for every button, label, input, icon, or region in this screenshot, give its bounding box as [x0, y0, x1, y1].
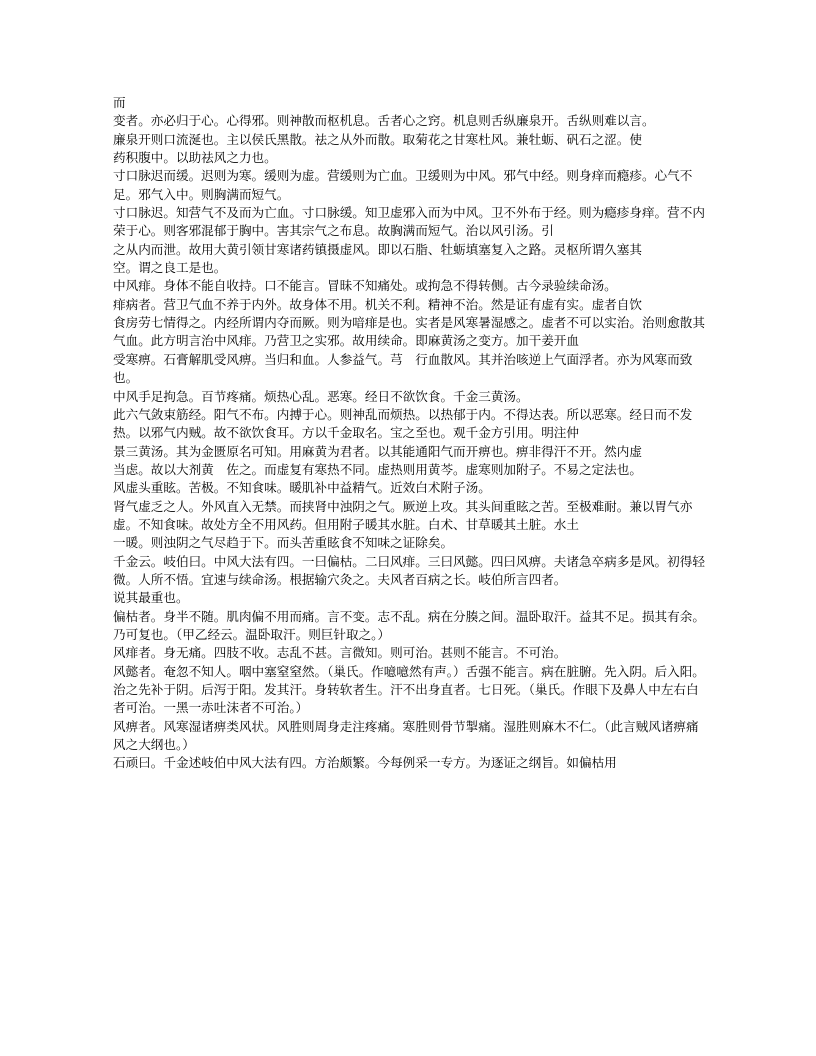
paragraph: 受寒痹。石膏解肌受风痹。当归和血。人参益气。芎 行血散风。其并治咳逆上气面浮者。亦为风寒而致也。 [113, 351, 693, 386]
paragraph: 寸口脉迟。知营气不及而为亡血。寸口脉缓。知卫虚邪入而为中风。卫不外布于经。则为瘾疹身痒。营不内荣于心。则客邪混郁于胸中。害其宗气之布息。故胸满而短气。治以风引汤。引 [113, 205, 705, 239]
paragraph: 中风手足拘急。百节疼痛。烦热心乱。恶寒。经日不欲饮食。千金三黄汤。 [113, 388, 529, 404]
paragraph: 石顽曰。千金述岐伯中风大法有四。方治颇繁。今每例采一专方。为逐证之纲旨。如偏枯用 [113, 755, 617, 771]
paragraph: 而 [113, 95, 126, 110]
paragraph: 廉泉开则口流涎也。主以侯氏黑散。祛之从外而散。取菊花之甘寒杜风。兼牡蛎、矾石之涩。使 [113, 131, 642, 147]
paragraph: 痱病者。营卫气血不养于内外。故身体不用。机关不利。精神不治。然是证有虚有实。虚者自饮 [113, 296, 642, 312]
paragraph: 风懿者。奄忽不知人。咽中塞窒窒然。（巢氏。作噫噫然有声。）舌强不能言。病在脏腑。先入阴。后入阳。治之先补于阴。后泻于阳。发其汗。身转软者生。汗不出身直者。七日死。（巢氏。作眼下及鼻人中左右白者可治。一黑一赤吐沫者不可治。） [113, 663, 705, 716]
paragraph: 肾气虚乏之人。外风直入无禁。而挟肾中浊阴之气。厥逆上攻。其头间重眩之苦。至极难耐。兼以胃气亦虚。不知食味。故处方全不用风药。但用附子暖其水脏。白术、甘草暖其土脏。水土 [113, 498, 693, 532]
paragraph: 千金云。岐伯曰。中风大法有四。一曰偏枯。二曰风痱。三曰风懿。四曰风痹。夫诸急卒病多是风。初得轻微。人所不悟。宜速与续命汤。根据输穴灸之。夫风者百病之长。岐伯所言四者。 [113, 553, 705, 587]
paragraph: 说其最重也。 [113, 590, 189, 606]
paragraph: 当虑。故以大剂黄 佐之。而虚复有寒热不同。虚热则用黄芩。虚寒则加附子。不易之定法也。 [113, 461, 642, 477]
paragraph: 寸口脉迟而缓。迟则为寒。缓则为虚。营缓则为亡血。卫缓则为中风。邪气中经。则身痒而瘾疹。心气不足。邪气入中。则胸满而短气。 [113, 168, 693, 202]
paragraph: 景三黄汤。其为金匮原名可知。用麻黄为君者。以其能通阳气而开痹也。痹非得汗不开。然内虚 [113, 443, 642, 459]
paragraph: 变者。亦必归于心。心得邪。则神散而枢机息。舌者心之窍。机息则舌纵廉泉开。舌纵则难以言。 [113, 113, 655, 129]
text-column [113, 94, 707, 773]
paragraph: 风虚头重眩。苦极。不知食味。暖肌补中益精气。近效白术附子汤。 [113, 480, 491, 496]
paragraph: 偏枯者。身半不随。肌肉偏不用而痛。言不变。志不乱。病在分腠之间。温卧取汗。益其不足。损其有余。乃可复也。（甲乙经云。温卧取汗。则巨针取之。） [113, 608, 705, 642]
paragraph: 中风痱。身体不能自收持。口不能言。冒昧不知痛处。或拘急不得转侧。古今录验续命汤。 [113, 278, 617, 294]
paragraph: 之从内而泄。故用大黄引领甘寒诸药镇摄虚风。即以石脂、牡蛎填塞复入之路。灵枢所谓久塞其 [113, 241, 642, 257]
paragraph: 一暖。则浊阴之气尽趋于下。而头苦重眩食不知味之证除矣。 [113, 535, 454, 551]
paragraph: 此六气敛束筋经。阳气不布。内搏于心。则神乱而烦热。以热郁于内。不得达表。所以恶寒。经日而不发热。以邪气内贼。故不欲饮食耳。方以千金取名。宝之至也。观千金方引用。明注仲 [113, 406, 693, 441]
paragraph: 风痱者。身无痛。四肢不收。志乱不甚。言微知。则可治。甚则不能言。不可治。 [113, 645, 567, 661]
paragraph: 空。谓之良工是也。 [113, 260, 227, 276]
paragraph: 风痹者。风寒湿诸痹类风状。风胜则周身走注疼痛。寒胜则骨节掣痛。湿胜则麻木不仁。（此言贼风诸痹痛风之大纲也。） [113, 718, 699, 753]
paragraph: 食房劳七情得之。内经所谓内夺而厥。则为喑痱是也。实者是风寒暑湿感之。虚者不可以实治。治则愈散其气血。此方明言治中风痱。乃营卫之实邪。故用续命。即麻黄汤之变方。加干姜开血 [113, 315, 705, 349]
paragraph: 药积腹中。以助祛风之力也。 [113, 150, 277, 166]
